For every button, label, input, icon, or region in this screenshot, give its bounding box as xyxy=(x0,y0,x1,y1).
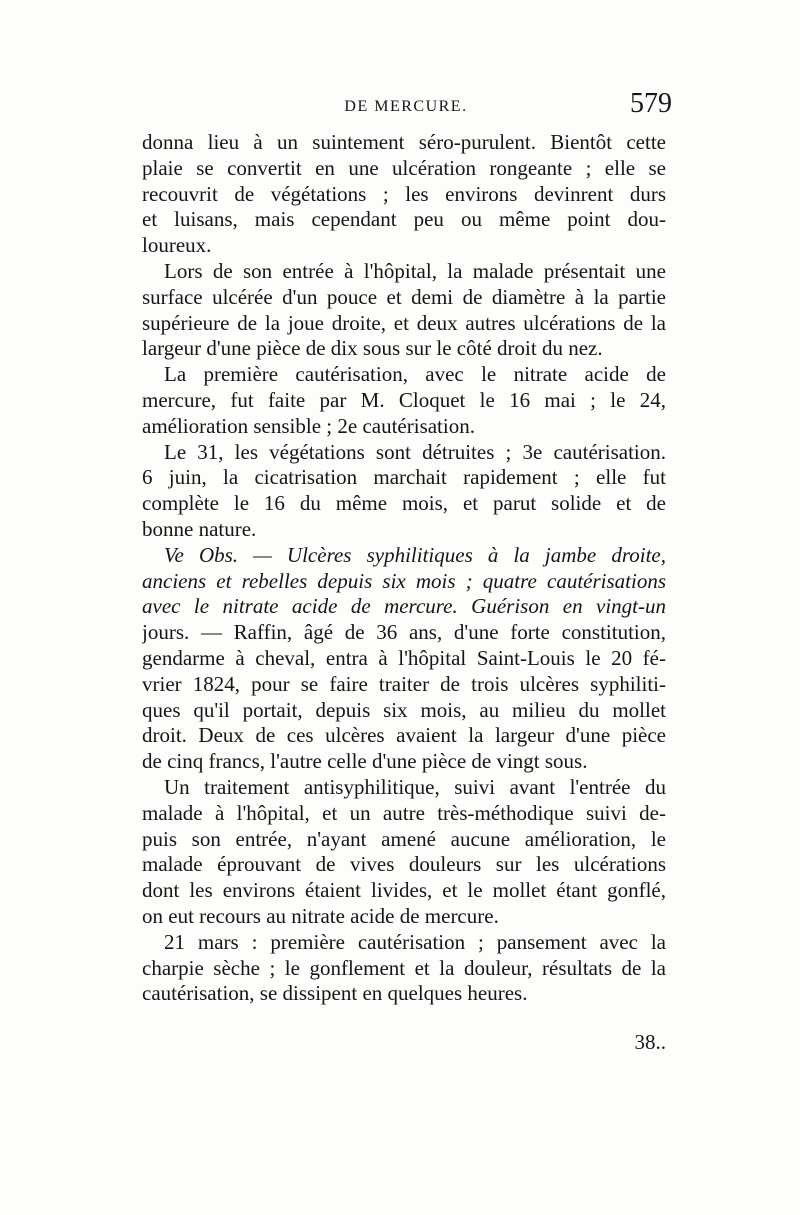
text-line: donna lieu à un suintement séro-purulent. Bientôt cette xyxy=(142,130,666,154)
text-line: complète le 16 du même mois, et parut solide et de xyxy=(142,491,666,516)
text-line: gendarme à cheval, entra à l'hôpital Saint-Louis le 20 fé- xyxy=(142,645,666,670)
observation-heading-line: Ve Obs. — Ulcères syphilitiques à la jambe droite, xyxy=(164,542,666,567)
text-line: on eut recours au nitrate acide de mercure. xyxy=(142,903,499,928)
running-title: DE MERCURE. xyxy=(344,98,468,115)
observation-heading-line: avec le nitrate acide de mercure. Guérison en vingt-un xyxy=(142,594,666,619)
catchword: 38.. xyxy=(634,1030,666,1054)
text-line: jours. — Raffin, âgé de 36 ans, d'une forte constitution, xyxy=(142,620,666,645)
text-line: plaie se convertit en une ulcération rongeante ; elle se xyxy=(142,155,666,180)
text-line: amélioration sensible ; 2e cautérisation. xyxy=(142,413,475,438)
text-line: 6 juin, la cicatrisation marchait rapidement ; elle fut xyxy=(142,465,666,490)
running-head xyxy=(140,88,672,128)
paragraph-start-line: 21 mars : première cautérisation ; pansement avec la xyxy=(164,929,666,954)
text-line: supérieure de la joue droite, et deux autres ulcérations de la xyxy=(142,310,666,335)
text-line: surface ulcérée d'un pouce et demi de diamètre à la partie xyxy=(142,284,666,309)
text-line: largeur d'une pièce de dix sous sur le côté droit du nez. xyxy=(142,336,603,361)
text-line: loureux. xyxy=(142,233,212,258)
text-line: charpie sèche ; le gonflement et la douleur, résultats de la xyxy=(142,955,666,980)
page-number: 579 xyxy=(630,88,672,119)
text-line: droit. Deux de ces ulcères avaient la largeur d'une pièce xyxy=(142,723,666,748)
text-line: malade éprouvant de vives douleurs sur les ulcérations xyxy=(142,852,666,877)
paragraph-start-line: Le 31, les végétations sont détruites ; 3e cautérisation. xyxy=(164,439,666,464)
text-line: recouvrit de végétations ; les environs devinrent durs xyxy=(142,181,666,206)
observation-heading-line: anciens et rebelles depuis six mois ; quatre cautérisations xyxy=(142,568,666,593)
body-text xyxy=(142,130,666,1007)
paragraph-start-line: Un traitement antisyphilitique, suivi avant l'entrée du xyxy=(164,774,666,799)
paragraph-start-line: La première cautérisation, avec le nitrate acide de xyxy=(164,362,666,387)
text-line: dont les environs étaient livides, et le mollet étant gonflé, xyxy=(142,878,666,903)
text-line: mercure, fut faite par M. Cloquet le 16 mai ; le 24, xyxy=(142,387,666,412)
text-line: bonne nature. xyxy=(142,516,257,541)
text-line: cautérisation, se dissipent en quelques heures. xyxy=(142,981,528,1006)
text-line: et luisans, mais cependant peu ou même point dou- xyxy=(142,207,666,232)
paragraph-start-line: Lors de son entrée à l'hôpital, la malade présentait une xyxy=(164,258,666,283)
text-line: ques qu'il portait, depuis six mois, au milieu du mollet xyxy=(142,697,666,722)
text-line: malade à l'hôpital, et un autre très-méthodique suivi de- xyxy=(142,800,666,825)
text-line: de cinq francs, l'autre celle d'une pièce de vingt sous. xyxy=(142,749,588,774)
text-line: puis son entrée, n'ayant amené aucune amélioration, le xyxy=(142,826,666,851)
text-line: vrier 1824, pour se faire traiter de trois ulcères syphiliti- xyxy=(142,671,666,696)
